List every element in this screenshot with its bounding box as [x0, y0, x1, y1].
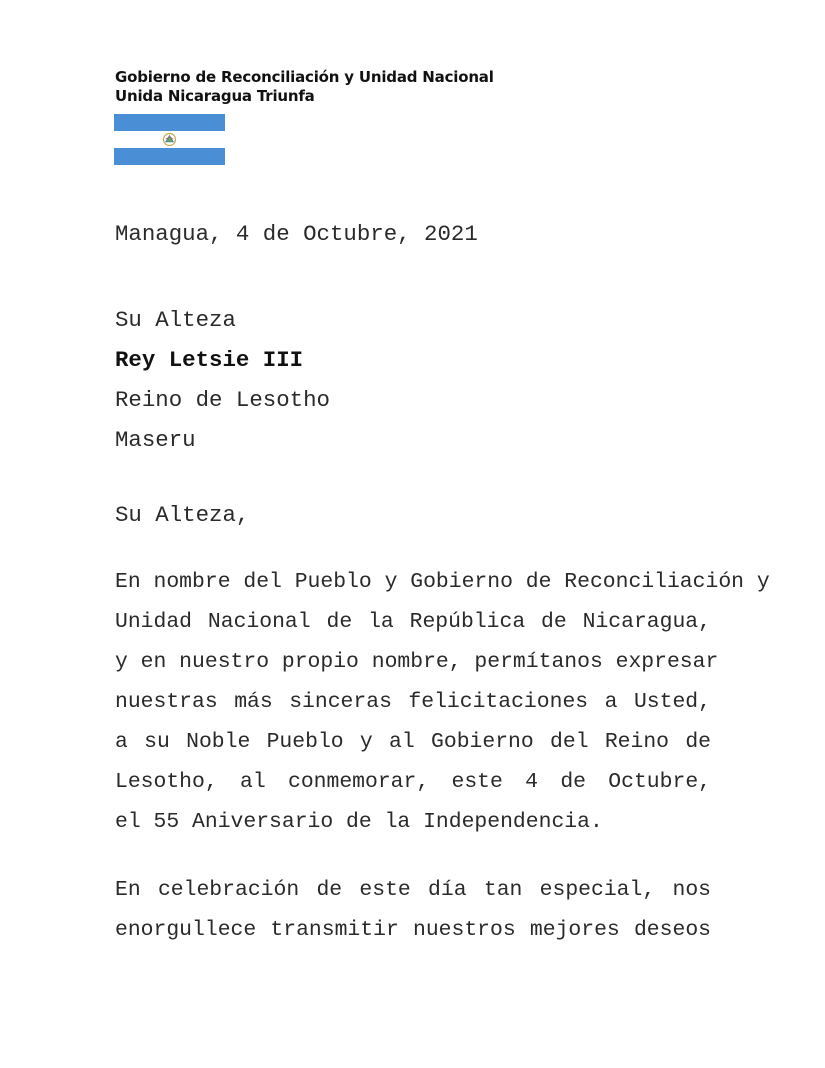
paragraph-line: el 55 Aniversario de la Independencia. [115, 810, 603, 834]
letterhead-government-name: Gobierno de Reconciliación y Unidad Nacional [115, 68, 494, 86]
paragraph-line: En celebración de este día tan especial, nos [115, 878, 711, 902]
paragraph-line: nuestras más sinceras felicitaciones a Usted, [115, 690, 711, 714]
recipient-name: Rey Letsie III [115, 347, 304, 373]
paragraph-line: a su Noble Pueblo y al Gobierno del Reino de [115, 730, 711, 754]
recipient-kingdom: Reino de Lesotho [115, 387, 330, 413]
letterhead [115, 68, 494, 106]
paragraph-line: Lesotho, al conmemorar, este 4 de Octubre, [115, 770, 711, 794]
recipient-city: Maseru [115, 427, 196, 453]
letterhead-slogan: Unida Nicaragua Triunfa [115, 87, 315, 105]
salutation: Su Alteza, [115, 502, 250, 528]
paragraph-line: y en nuestro propio nombre, permítanos expresar [115, 650, 719, 674]
recipient-address [115, 300, 330, 460]
recipient-title: Su Alteza [115, 307, 236, 333]
body-paragraph-1 [115, 562, 770, 842]
paragraph-line: Unidad Nacional de la República de Nicaragua, [115, 610, 711, 634]
body-paragraph-2 [115, 870, 711, 950]
paragraph-line: En nombre del Pueblo y Gobierno de Reconciliación y [115, 570, 770, 594]
letter-date: Managua, 4 de Octubre, 2021 [115, 221, 478, 247]
paragraph-line: enorgullece transmitir nuestros mejores deseos [115, 918, 711, 942]
nicaragua-flag-icon [114, 114, 225, 165]
